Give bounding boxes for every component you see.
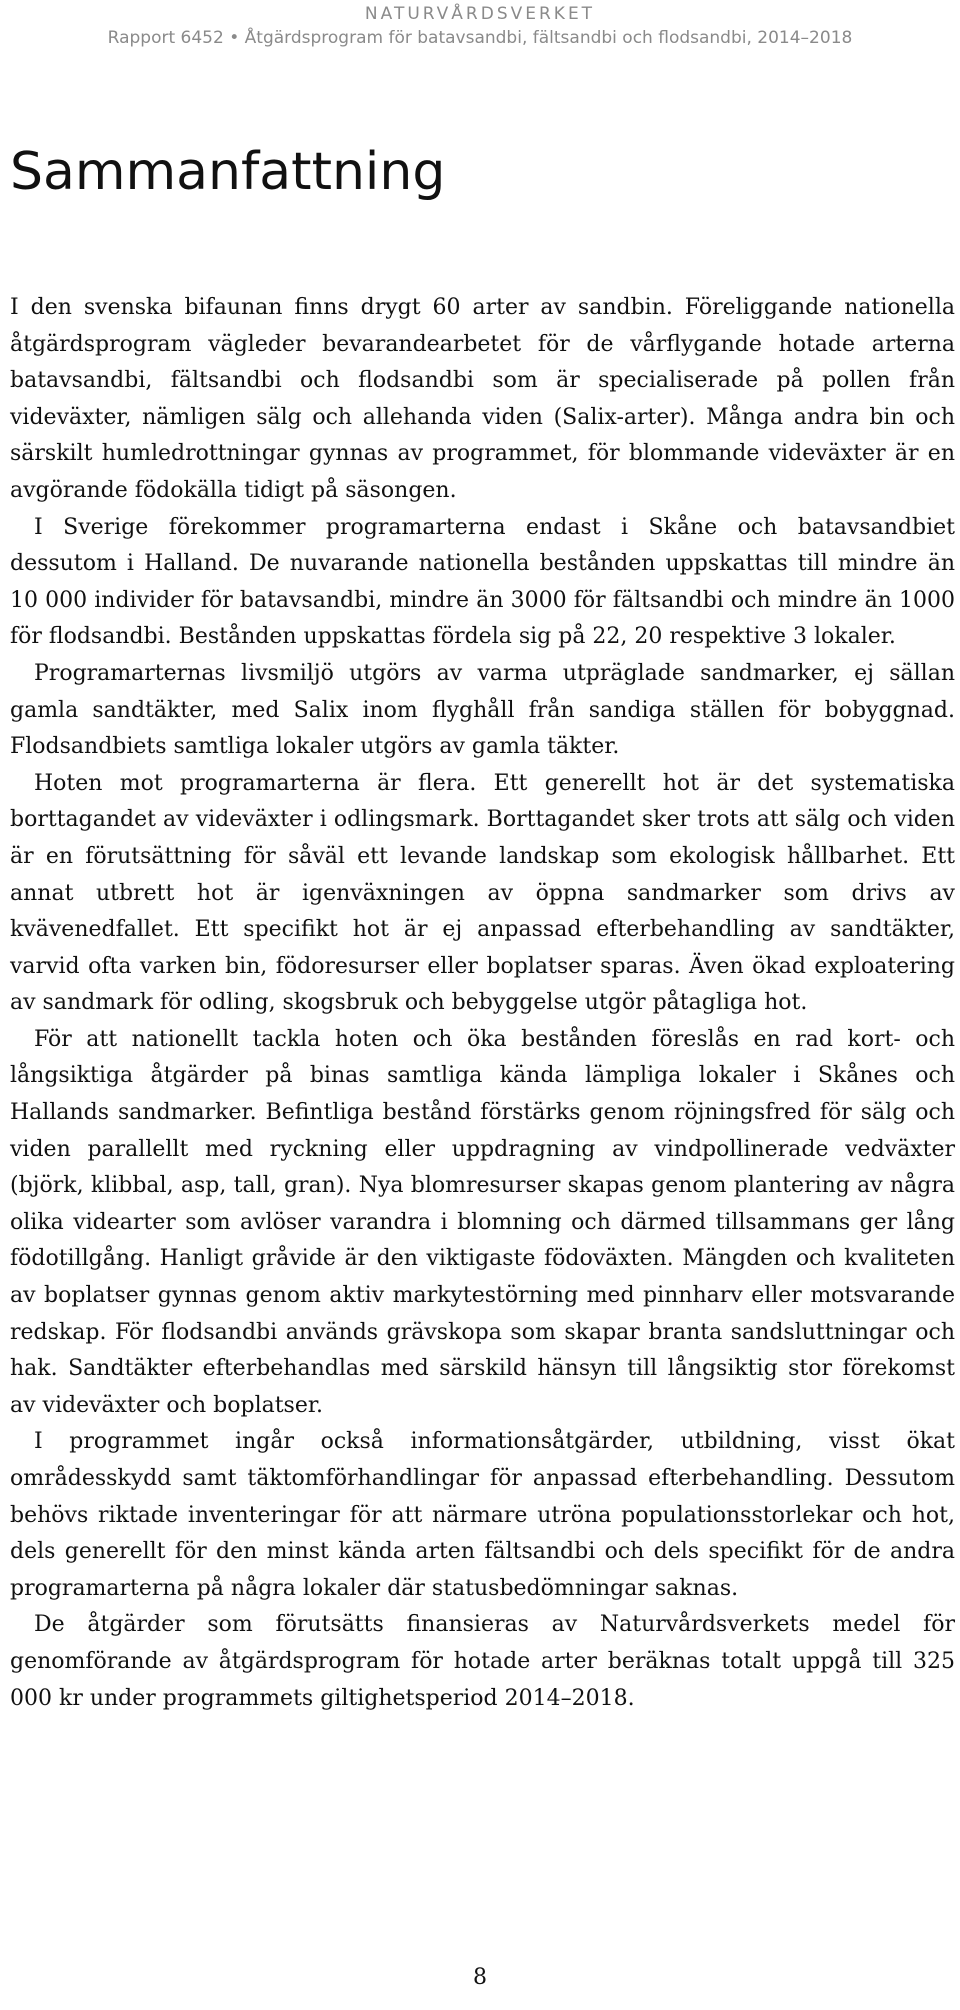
header-organization: NATURVÅRDSVERKET xyxy=(364,4,596,24)
paragraph-7: De åtgärder som förutsätts finansieras av Naturvårdsverkets medel för genomförande av åtgärdsprogram för hotade arter beräknas totalt uppgå till 325 000 kr under programmets giltighetsperiod 2014–2018. xyxy=(10,1612,955,1711)
paragraph-5: För att nationellt tackla hoten och öka bestånden föreslås en rad kort- och långsiktiga åtgärder på binas samtliga kända lämpliga lokaler i Skånes och Hallands sandmarker. Befintliga bestånd förstärks genom röjningsfred för sälg och viden parallellt med ryckning eller uppdragning av vindpollinerade vedväxter (björk, klibbal, asp, tall, gran). Nya blomresurser skapas genom plantering av några olika videarter som avlöser varandra i blomning och därmed tillsammans ger lång födotillgång. Hanligt gråvide är den viktigaste födoväxten. Mängden och kvaliteten av boplatser gynnas genom aktiv markytestörning med pinnharv eller motsvarande redskap. För flodsandbi används grävskopa som skapar branta sandsluttningar och hak. Sandtäkter efterbehandlas med särskild hänsyn till långsiktig stor förekomst av videväxter och boplatser. xyxy=(10,1026,955,1418)
page-number: 8 xyxy=(473,1965,487,1990)
summary-body xyxy=(10,290,955,1717)
paragraph-2: I Sverige förekommer programarterna endast i Skåne och batavsandbiet dessutom i Halland. De nuvarande nationella bestånden uppskattas till mindre än 10 000 individer för batavsandbi, mindre än 3000 för fältsandbi och mindre än 1000 för flodsandbi. Bestånden uppskattas fördela sig på 22, 20 respektive 3 lokaler. xyxy=(10,514,955,650)
paragraph-4: Hoten mot programarterna är flera. Ett generellt hot är det systematiska borttagandet av videväxter i odlingsmark. Borttagandet sker trots att sälg och viden är en förutsättning för såväl ett levande landskap som ekologisk hållbarhet. Ett annat utbrett hot är igenväxningen av öppna sandmarker som drivs av kvävenedfallet. Ett specifikt hot är ej anpassad efterbehandling av sandtäkter, varvid ofta varken bin, födoresurser eller boplatser sparas. Även ökad exploatering av sandmark för odling, skogsbruk och bebyggelse utgör påtagliga hot. xyxy=(10,770,955,1016)
header-report-title: Rapport 6452 • Åtgärdsprogram för batavsandbi, fältsandbi och flodsandbi, 2014–2018 xyxy=(107,28,853,48)
paragraph-1: I den svenska bifaunan finns drygt 60 arter av sandbin. Föreliggande nationella åtgärdsprogram vägleder bevarandearbetet för de vårflygande hotade arterna batavsandbi, fältsandbi och flodsandbi som är specialiserade på pollen från videväxter, nämligen sälg och allehanda viden (Salix-arter). Många andra bin och särskilt humledrottningar gynnas av programmet, för blommande videväxter är en avgörande födokälla tidigt på säsongen. xyxy=(10,295,955,503)
page-title: Sammanfattning xyxy=(10,142,446,202)
paragraph-3: Programarternas livsmiljö utgörs av varma utpräglade sandmarker, ej sällan gamla sandtäkter, med Salix inom flyghåll från sandiga ställen för bobyggnad. Flodsandbiets samtliga lokaler utgörs av gamla täkter. xyxy=(10,660,955,760)
paragraph-6: I programmet ingår också informationsåtgärder, utbildning, visst ökat områdesskydd samt täktomförhandlingar för anpassad efterbehandling. Dessutom behövs riktade inventeringar för att närmare utröna populationsstorlekar och hot, dels generellt för den minst kända arten fältsandbi och dels specifikt för de andra programarterna på några lokaler där statusbedömningar saknas. xyxy=(10,1429,955,1601)
